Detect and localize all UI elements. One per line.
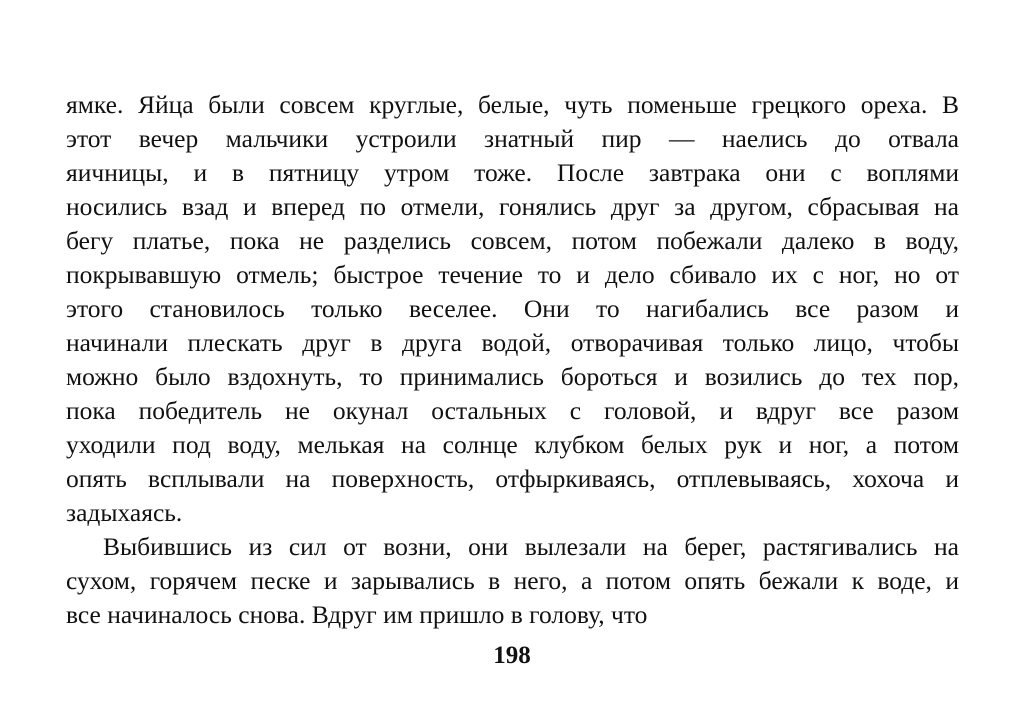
text-line: ямке. Яйца были совсем круглые, белые, чуть поменьше грецкого ореха. В bbox=[66, 90, 959, 119]
text-line: яичницы, и в пятницу утром тоже. После завтрака они с воплями bbox=[66, 158, 959, 187]
body-text bbox=[66, 88, 959, 632]
text-line: начинали плескать друг в друга водой, отворачивая только лицо, чтобы bbox=[66, 328, 959, 357]
text-line: уходили под воду, мелькая на солнце клубком белых рук и ног, а потом bbox=[66, 430, 959, 459]
text-line: носились взад и вперед по отмели, гонялись друг за другом, сбрасывая на bbox=[66, 192, 959, 221]
text-line: можно было вздохнуть, то принимались бороться и возились до тех пор, bbox=[66, 362, 959, 391]
text-line: сухом, горячем песке и зарывались в него, а потом опять бежали к воде, и bbox=[66, 566, 959, 595]
text-line: этого становилось только веселее. Они то нагибались все разом и bbox=[66, 294, 959, 323]
text-line: опять всплывали на поверхность, отфыркиваясь, отплевываясь, хохоча и bbox=[66, 464, 959, 493]
page-number: 198 bbox=[493, 642, 531, 669]
text-line: пока победитель не окунал остальных с головой, и вдруг все разом bbox=[66, 396, 959, 425]
text-line: бегу платье, пока не разделись совсем, потом побежали далеко в воду, bbox=[66, 226, 959, 255]
text-line: Выбившись из сил от возни, они вылезали на берег, растягивались на bbox=[103, 532, 959, 561]
text-line: покрывавшую отмель; быстрое течение то и дело сбивало их с ног, но от bbox=[66, 260, 959, 289]
text-line: задыхаясь. bbox=[66, 498, 183, 527]
text-line: все начиналось снова. Вдруг им пришло в голову, что bbox=[66, 600, 648, 629]
text-line: этот вечер мальчики устроили знатный пир — наелись до отвала bbox=[66, 124, 959, 153]
